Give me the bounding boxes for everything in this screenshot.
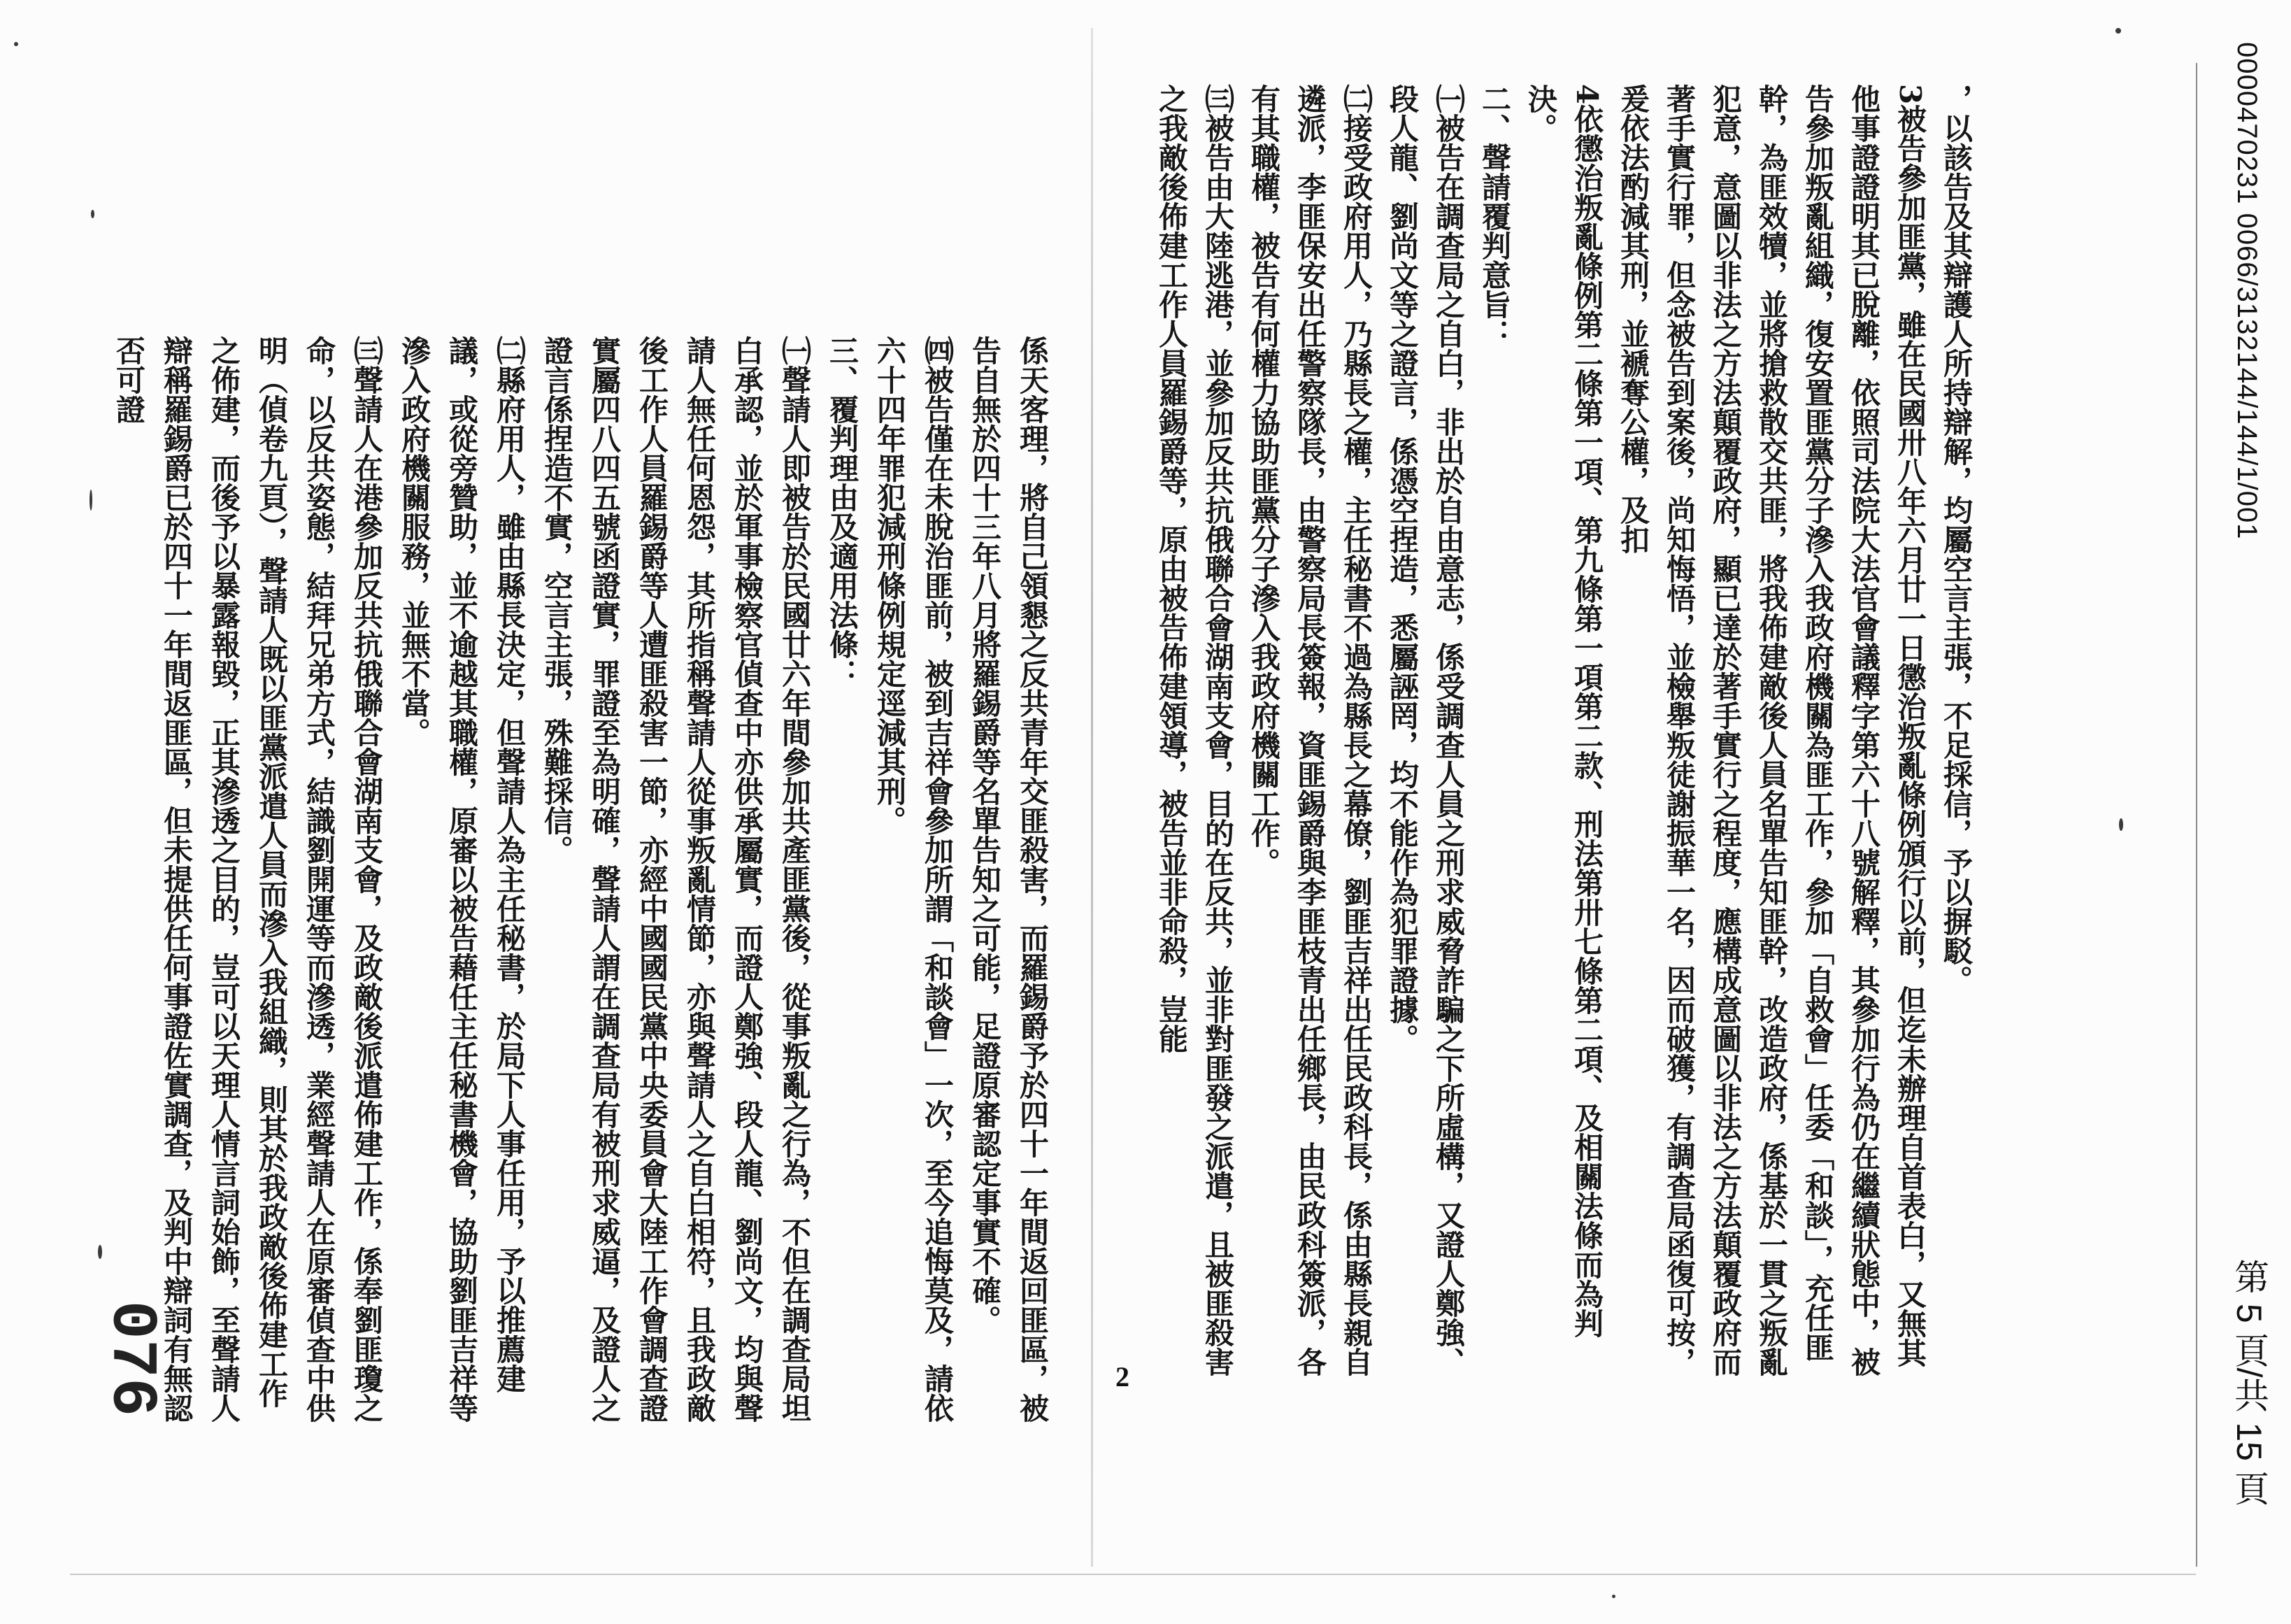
left-page-text: 係天客理，將自己領懇之反共青年交匪殺害，而羅錫爵予於四十一年間返回匪區，被告自無於四十三年八月將羅錫爵等名單告知之可能，足證原審認定事實不確。 ㈣被告僅在未脫治匪前，被到吉祥會參加所謂「和談會」一次，至今追悔莫及，請依六十四年罪犯減刑條例規定逕減其刑。 三、覆判理由及適用法條： ㈠聲請人即被告於民國廿六年間參加共產匪黨後，從事叛亂之行為，不但在調查局坦白承認，並於軍事檢察官偵查中亦供承屬實，而證人鄭強、段人龍、劉尚文，均與聲請人無任何恩怨，其所指稱聲請人從事叛亂情節，亦與聲請人之自白相符，且我政敵後工作人員羅錫爵等人遭匪殺害一節，亦經中國國民黨中央委員會大陸工作會調查證實屬四八四五號函證實，罪證至為明確，聲請人謂在調查局有被刑求威逼，及證人之證言係捏造不實，空言主張，殊難採信。 ㈡縣府用人，雖由縣長決定，但聲請人為主任秘書，於局下人事任用，予以推薦建議，或從旁贊助，並不逾越其職權，原審以被告藉任主任秘書機會，協助劉匪吉祥等滲入政府機關服務，並無不當。 ㈢聲請人在港參加反共抗俄聯合會湖南支會，及政敵後派遣佈建工作，係奉劉匪瓊之命，以反共姿態，結拜兄弟方式，結識劉開運等而滲透，業經聲請人在原審偵查中供明（偵卷九頁），聲請人既以匪黨派遣人員而滲入我組織，則其於我政敵後佈建工作之佈建，而後予以暴露報毀，正其滲透之目的，豈可以天理人情言詞始飾，至聲請人辯稱羅錫爵已於四十一年間返匪區，但未提供任何事證佐實調查，及判中辯詞有無認否可證	[112, 336, 1050, 1423]
scan-speck	[14, 42, 18, 46]
archive-id: 0000470231 0066/3132144/144/1/001	[2232, 42, 2262, 540]
scan-speck	[90, 490, 92, 511]
scan-speck	[2119, 818, 2123, 831]
scan-speck	[98, 1245, 102, 1259]
page-gutter	[1091, 28, 1093, 1567]
page-edge-bottom	[70, 1574, 2196, 1575]
page-counter: 第 5 頁/共 15 頁	[2229, 1259, 2269, 1506]
scan-speck	[1612, 1595, 1615, 1598]
right-page-text: ，以該告及其辯護人所持辯解，均屬空言主張，不足採信，予以摒駁。 3被告參加匪黨，雖在民國卅八年六月廿一日懲治叛亂條例頒行以前，但迄未辦理自首表白，又無其他事證證明其已脫離，依照司法院大法官會議釋字第六十八號解釋，其參加行為仍在繼續狀態中，被告參加叛亂組織，復安置匪黨分子滲入我政府機關為匪工作，參加「自救會」任委「和談」，充任匪幹，為匪效犢，並將搶救散交共匪，將我佈建敵後人員名單告知匪幹，改造政府，係基於一貫之叛亂犯意，意圖以非法之方法顛覆政府，顯已達於著手實行之程度，應構成意圖以非法之方法顛覆政府而著手實行罪，但念被告到案後，尚知悔悟，並檢舉叛徒謝振華一名，因而破獲，有調查局函復可按，爰依法酌減其刑，並褫奪公權，及扣 4依懲治叛亂條例第二條第一項、第九條第一項第二款、刑法第卅七條第二項、及相關法條而為判決。 二、聲請覆判意旨： ㈠被告在調查局之自白，非出於自由意志，係受調查人員之刑求威脅詐騙之下所虛構，又證人鄭強、段人龍、劉尚文等之證言，係憑空捏造，悉屬誣罔，均不能作為犯罪證據。 ㈡接受政府用人，乃縣長之權，主任秘書不過為縣長之幕僚，劉匪吉祥出任民政科長，係由縣長親自遴派，李匪保安出任警察隊長，由警察局長簽報，資匪錫爵與李匪枝青出任鄉長，由民政科簽派，各有其職權，被告有何權力協助匪黨分子滲入我政府機關工作。 ㈢被告由大陸逃港，並參加反共抗俄聯合會湖南支會，目的在反共，並非對匪發之派遣，且被匪殺害之我敵後佈建工作人員羅錫爵等，原由被告佈建領導，被告並非命殺，豈能	[1155, 84, 1974, 1376]
page-number: 2	[1115, 1361, 1129, 1392]
stamp-number: 076	[94, 1300, 169, 1417]
scan-speck	[2115, 28, 2121, 34]
page-edge-right	[2196, 63, 2197, 1567]
scan-speck	[91, 210, 94, 218]
